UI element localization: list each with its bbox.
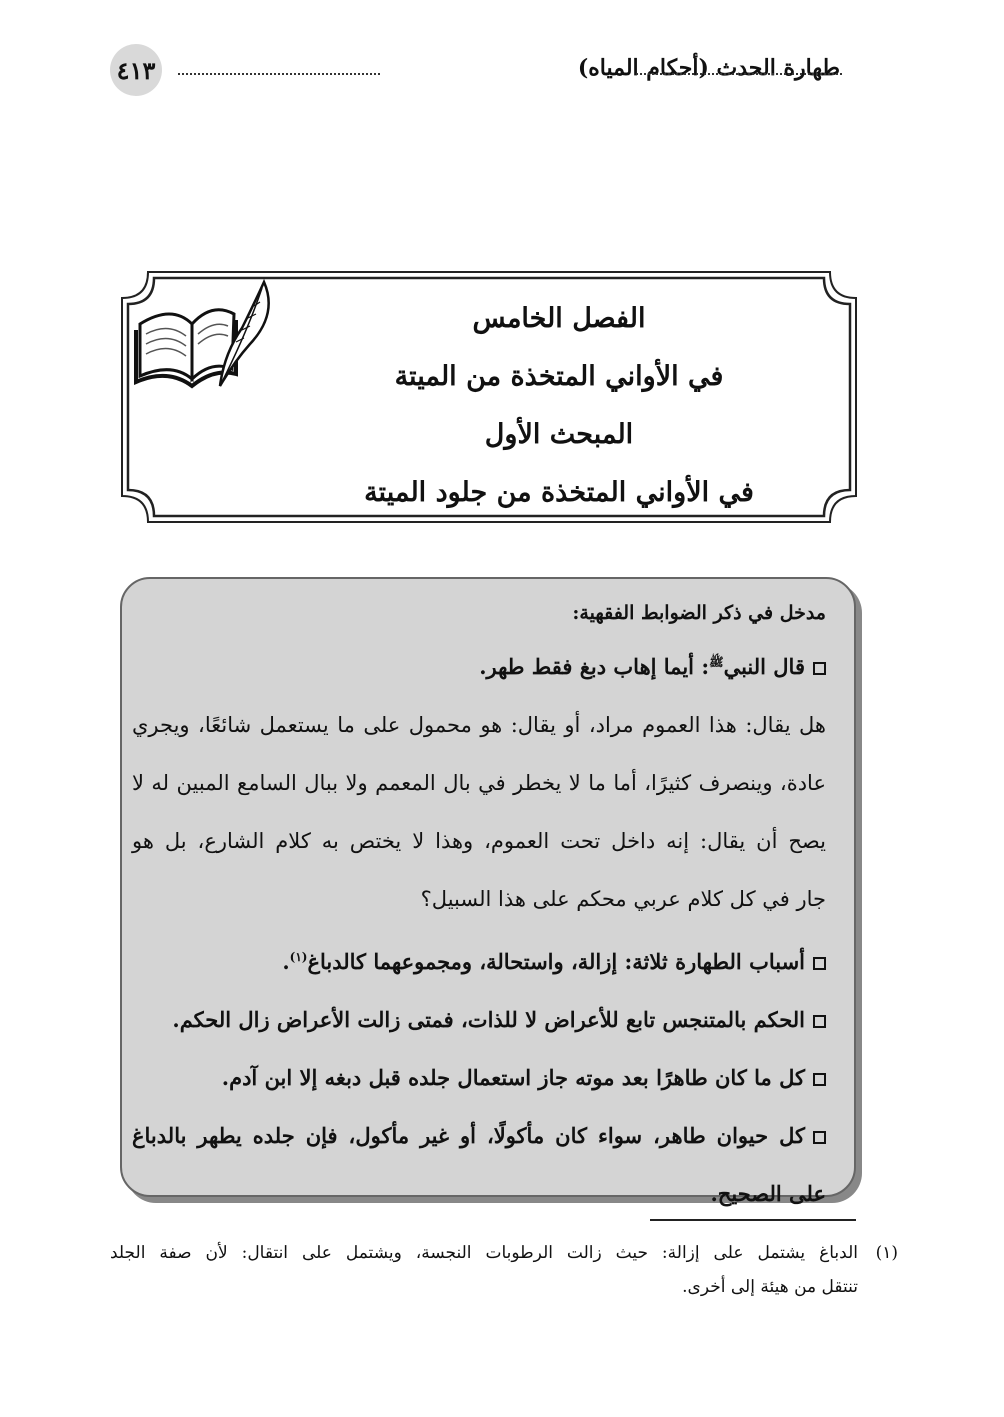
question-line: هل يقال: هذا العموم مراد، أو يقال: هو محمول على ما يستعمل شائعًا، ويجري — [132, 713, 826, 737]
footnote — [110, 1236, 898, 1304]
checkbox-bullet-icon — [813, 1073, 826, 1086]
page-number: ٤١٣ — [110, 44, 162, 96]
question-line: عادة، وينصرف كثيرًا، أما ما لا يخطر في بال المعمم ولا ببال السامع المبين له لا — [132, 771, 826, 795]
running-title: طهارة الحدث (أحكام المياه) — [574, 55, 844, 81]
section-subject: في الأواني المتخذة من جلود الميتة — [364, 477, 754, 508]
fiqh-rules-box — [120, 577, 856, 1206]
checkbox-bullet-icon — [813, 957, 826, 970]
checkbox-bullet-icon — [813, 1131, 826, 1144]
header-dotted-leader-left — [178, 73, 380, 75]
rule-purification-causes: أسباب الطهارة ثلاثة: إزالة، واستحالة، ومجموعهما كالدباغ$^{(١)}$. — [132, 928, 826, 991]
footnote-marker: (١) — [875, 1243, 898, 1263]
footnote-line: تنتقل من هيئة إلى أخرى. — [682, 1277, 858, 1297]
salawat-glyph: ﷺ — [709, 655, 724, 669]
section-number: المبحث الأول — [484, 419, 634, 450]
box-heading: مدخل في ذكر الضوابط الفقهية: — [572, 602, 826, 624]
rule-pure-after-death: كل ما كان طاهرًا بعد موته جاز استعمال جلده قبل دبغه إلا ابن آدم. — [132, 1049, 826, 1107]
checkbox-bullet-icon — [813, 662, 826, 675]
footnote-separator — [650, 1219, 856, 1221]
header-dotted-leader-right — [636, 73, 842, 75]
question-line: جار في كل كلام عربي محكم على هذا السبيل؟ — [420, 887, 826, 911]
rule-line: كل حيوان طاهر، سواء كان مأكولًا، أو غير مأكول، فإن جلده يطهر بالدباغ — [132, 1107, 826, 1165]
chapter-title — [278, 290, 840, 522]
question-paragraph — [132, 696, 826, 928]
chapter-number: الفصل الخامس — [472, 303, 646, 334]
rule-hadith: قال النبي$^ﷺ$: أيما إهاب دبغ فقط طهر. — [132, 633, 826, 696]
rule-tanning-pure-animal — [132, 1107, 826, 1223]
footnote-line: الدباغ يشتمل على إزالة: حيث زالت الرطوبات النجسة، ويشتمل على انتقال: لأن صفة الجلد — [110, 1243, 858, 1263]
book-quill-icon — [132, 274, 272, 394]
footnote-ref: (١) — [289, 950, 308, 964]
rule-line: على الصحيح. — [710, 1181, 826, 1206]
rule-impurity-judgement: الحكم بالمتنجس تابع للأعراض لا للذات، فمتى زالت الأعراض زال الحكم. — [132, 991, 826, 1049]
question-line: يصح أن يقال: إنه داخل تحت العموم، وهذا لا يختص به كلام الشارع، بل هو — [132, 829, 826, 853]
chapter-title-frame — [118, 268, 860, 526]
chapter-subject: في الأواني المتخذة من الميتة — [394, 361, 724, 392]
checkbox-bullet-icon — [813, 1015, 826, 1028]
